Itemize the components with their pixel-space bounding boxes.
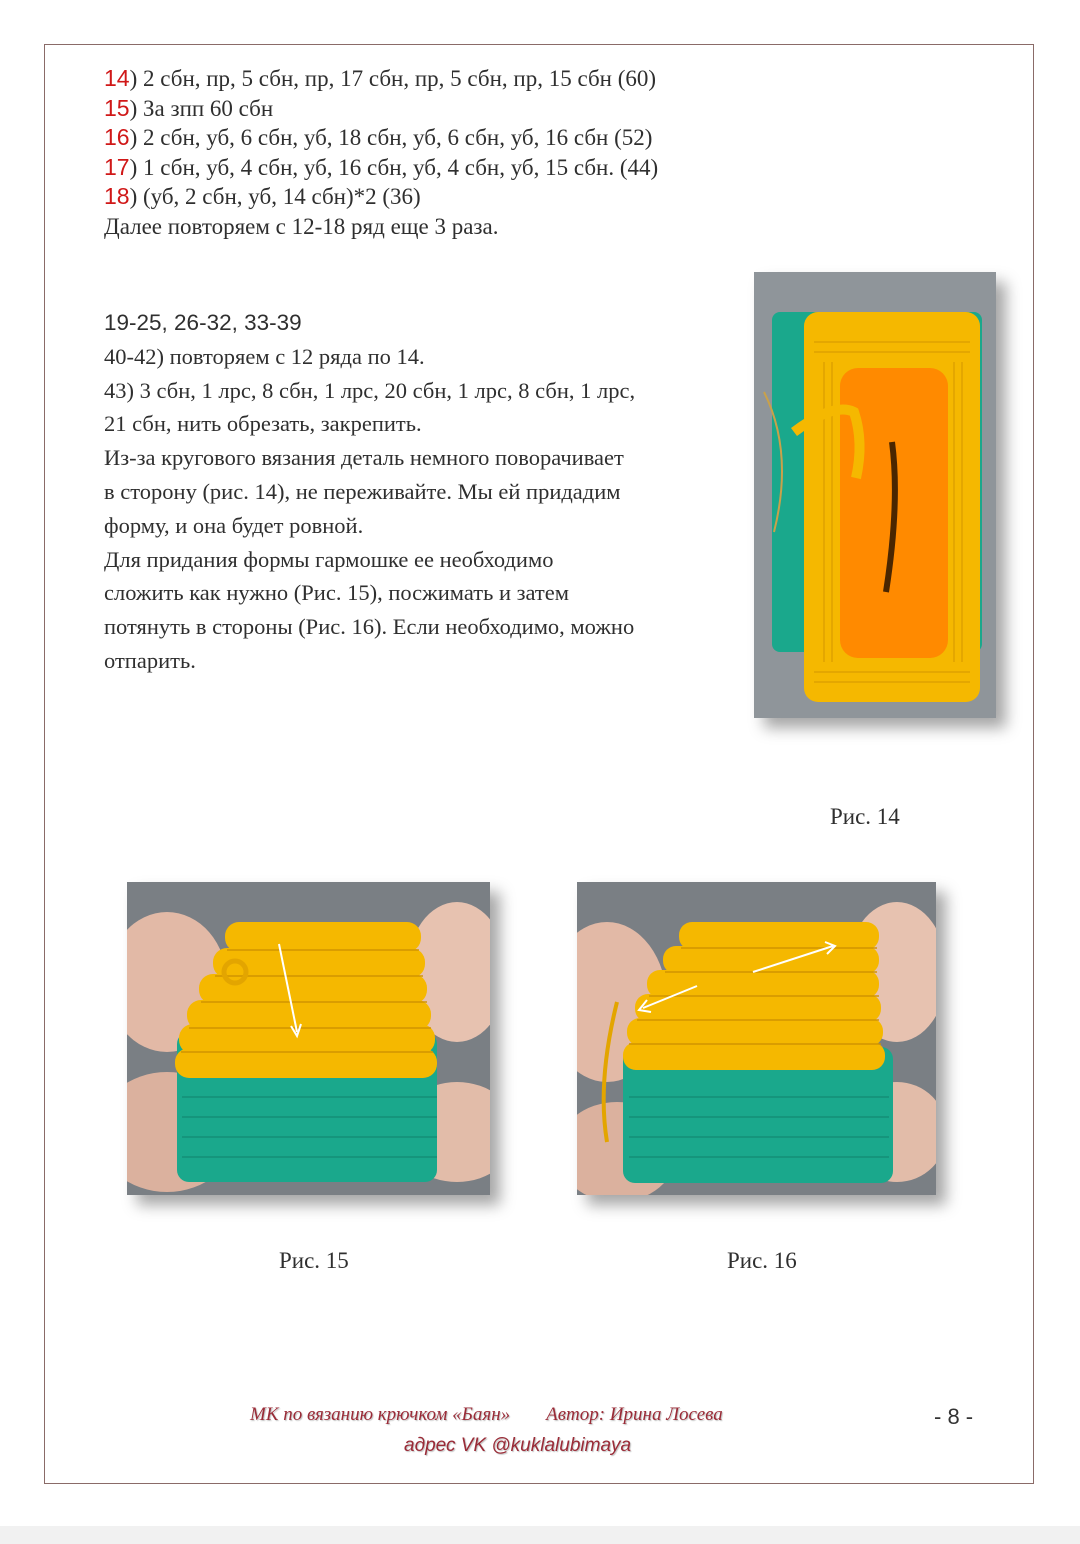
row-18: [104, 182, 744, 212]
row-number: 16: [104, 124, 130, 150]
repeat-note: Далее повторяем с 12-18 ряд еще 3 раза.: [104, 213, 499, 239]
text-line: Для придания формы гармошке ее необходимо: [104, 546, 554, 572]
row-text: ) 2 сбн, пр, 5 сбн, пр, 17 сбн, пр, 5 сбн, пр, 15 сбн (60): [129, 66, 657, 91]
photo-fig14: [754, 272, 996, 718]
caption-fig15: [279, 1248, 349, 1274]
viewer-bottom-band: [0, 1526, 1080, 1544]
row-text: ) 2 сбн, уб, 6 сбн, уб, 18 сбн, уб, 6 сбн, уб, 16 сбн (52): [129, 125, 653, 150]
row-number: 18: [104, 183, 130, 209]
row-15: [104, 94, 744, 124]
text-line: отпарить.: [104, 647, 196, 673]
text-line: форму, и она будет ровной.: [104, 512, 364, 538]
caption-text: Рис. 15: [279, 1248, 349, 1273]
text-line: потянуть в стороны (Рис. 16). Если необходимо, можно: [104, 614, 635, 640]
row-number: 17: [104, 153, 130, 180]
text-line: 21 сбн, нить обрезать, закрепить.: [104, 411, 422, 437]
caption-text: Рис. 16: [727, 1248, 797, 1273]
instruction-text: [104, 306, 724, 678]
photo-fig16: [577, 882, 936, 1195]
photo-fig15: [127, 882, 490, 1195]
text-line: Из-за кругового вязания деталь немного поворачивает: [104, 445, 624, 471]
page-number: - 8 -: [934, 1404, 974, 1429]
text-line: сложить как нужно (Рис. 15), посжимать и затем: [104, 580, 569, 606]
row-text: ) (уб, 2 сбн, уб, 14 сбн)*2 (36): [129, 184, 421, 209]
footer-credits: [250, 1404, 723, 1426]
footer-vk-address: адрес VK @kuklalubimaya: [404, 1435, 632, 1456]
caption-fig16: [727, 1248, 797, 1274]
text-line: в сторону (рис. 14), не переживайте. Мы ей придадим: [104, 478, 621, 504]
row-17: [104, 153, 744, 183]
caption-text: Рис. 14: [830, 804, 900, 829]
caption-fig14: [830, 804, 900, 830]
row-number: 14: [104, 65, 130, 91]
footer-author: Автор: Ирина Лосева: [546, 1404, 723, 1425]
row-text: ) За зпп 60 сбн: [129, 95, 274, 121]
page-border: [44, 44, 1034, 1484]
row-text: ) 1 сбн, уб, 4 сбн, уб, 16 сбн, уб, 4 сбн, уб, 15 сбн. (44): [129, 154, 659, 180]
text-line: 19-25, 26-32, 33-39: [104, 310, 302, 335]
text-line: 43) 3 сбн, 1 лрс, 8 сбн, 1 лрс, 20 сбн, 1 лрс, 8 сбн, 1 лрс,: [104, 377, 636, 403]
footer-address: [404, 1435, 631, 1457]
row-14: [104, 64, 744, 94]
row-instructions: [104, 64, 744, 241]
row-16: [104, 123, 744, 153]
text-line: 40-42) повторяем с 12 ряда по 14.: [104, 343, 425, 369]
footer-title: МК по вязанию крючком «Баян»: [250, 1404, 511, 1425]
row-number: 15: [104, 94, 130, 121]
